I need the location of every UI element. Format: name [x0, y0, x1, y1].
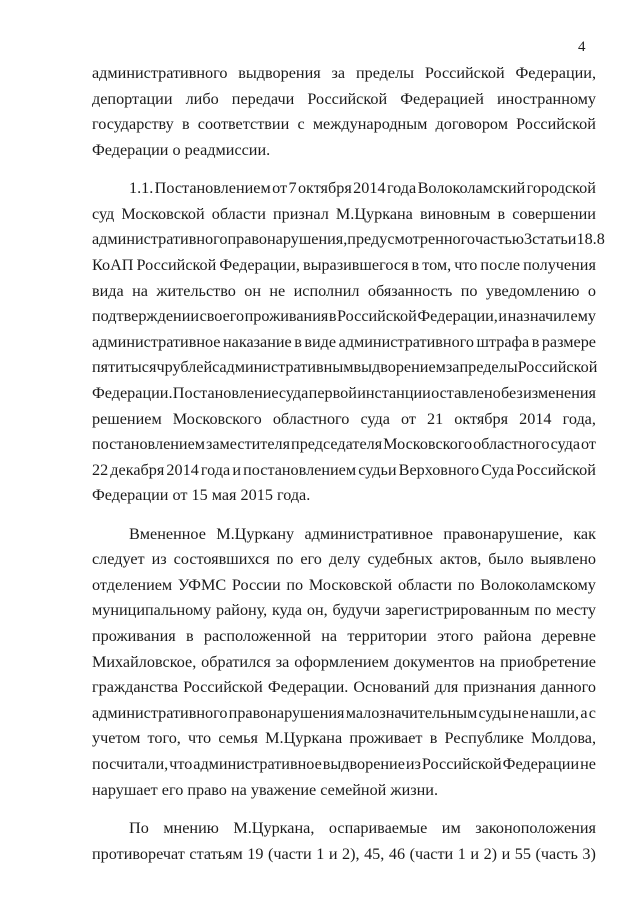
word: и [498, 307, 508, 326]
word: Федерацией [400, 89, 484, 108]
word: о [587, 281, 596, 300]
word: как [573, 524, 596, 543]
word: в [294, 332, 302, 351]
word: виновным [419, 204, 491, 223]
word: статьям [189, 844, 243, 863]
word: обязанность [367, 281, 453, 300]
page-number: 4 [578, 39, 586, 55]
word: с [212, 358, 220, 377]
word: и [232, 460, 241, 479]
word: ему [570, 307, 596, 326]
word: декабря [110, 460, 165, 479]
word: деревне [541, 627, 596, 646]
word: 45, [364, 844, 385, 863]
word: государству [92, 115, 174, 134]
word: в [185, 627, 194, 646]
word: признал [272, 204, 329, 223]
word: из [151, 550, 167, 569]
word: Российской [337, 307, 417, 326]
word: Российской [517, 358, 598, 377]
word: По [129, 819, 149, 838]
word: М.Цуркана, [233, 819, 315, 838]
word: 2014 [519, 409, 552, 428]
word: депортации [92, 89, 173, 108]
text-line [92, 330, 596, 356]
word: подтверждении [92, 307, 200, 326]
word: Молдова, [531, 729, 596, 748]
word: 3) [582, 844, 596, 863]
word: расположенной [203, 627, 311, 646]
word: 18.8 [576, 230, 605, 249]
text-line [92, 355, 596, 381]
word: жительство [156, 281, 236, 300]
text-line [92, 112, 596, 138]
word: по [276, 550, 294, 569]
word: для [434, 678, 459, 697]
word: 3 [524, 230, 533, 249]
word: области [211, 204, 266, 223]
word: 2014 [353, 179, 386, 198]
word: либо [185, 89, 219, 108]
word: 7 [288, 179, 297, 198]
word: Волоколамскому [480, 575, 596, 594]
word: назначил [507, 307, 570, 326]
word: Российской [136, 255, 217, 274]
word: Российской [516, 460, 596, 479]
word: международным [312, 115, 428, 134]
word: выявлено [530, 550, 596, 569]
word: и [501, 844, 511, 863]
text-line [92, 650, 596, 676]
word: иностранному [496, 89, 596, 108]
word: 19 [247, 844, 264, 863]
word: октября [454, 409, 509, 428]
text-line [92, 87, 596, 113]
word: Федерации, [219, 255, 300, 274]
word: признания [463, 678, 536, 697]
word: 2014 [166, 460, 199, 479]
paragraph-gap [92, 163, 596, 176]
word: исполнил [293, 281, 360, 300]
word: оформлением [294, 652, 390, 671]
word: своего [199, 307, 245, 326]
word: он [244, 281, 261, 300]
text-line [92, 407, 596, 433]
paragraph [92, 61, 596, 163]
word: суда [278, 383, 309, 402]
text-line [92, 752, 596, 778]
word: в [411, 255, 420, 274]
paragraph-gap [92, 803, 596, 816]
word: М.Цуркана [335, 204, 413, 223]
text-line [92, 624, 596, 650]
word: предусмотренного [347, 230, 475, 249]
word: председателя [291, 435, 383, 454]
word: состоявшихся [173, 550, 270, 569]
word: в [181, 115, 190, 134]
text-line: Федерации о реадмиссии. [92, 140, 271, 159]
word: Федерации. [267, 678, 349, 697]
word: приобретение [500, 652, 596, 671]
word: в [531, 332, 540, 351]
word: мнению [163, 819, 219, 838]
text-line [92, 253, 596, 279]
word: 2), [342, 844, 360, 863]
word: за [331, 64, 346, 82]
word: постановлением [243, 460, 357, 479]
word: району, [216, 601, 268, 620]
word: территории [347, 627, 427, 646]
document-body [92, 61, 605, 867]
word: года, [562, 409, 596, 428]
word: не [269, 281, 286, 300]
word: по [534, 601, 552, 620]
word: а [580, 703, 588, 722]
word: административное [193, 755, 322, 774]
word: передачи [231, 89, 295, 108]
word: областного [272, 409, 350, 428]
word: учетом [92, 729, 141, 748]
text-line [92, 701, 596, 727]
word: Волоколамский [417, 179, 526, 198]
word: суда [550, 435, 581, 454]
word: оспариваемые [328, 819, 428, 838]
word: (части [268, 844, 312, 863]
word: уведомлению [485, 281, 580, 300]
text-line [92, 675, 596, 701]
text-line [92, 279, 596, 305]
word: года [386, 179, 417, 198]
word: октября [297, 179, 352, 198]
text-line: нарушает его право на уважение семейной жизни. [92, 780, 439, 799]
word: административного [92, 230, 228, 249]
text-line [92, 61, 596, 87]
word: административное [304, 524, 433, 543]
word: оставлено [431, 383, 501, 402]
word: что [454, 255, 478, 274]
word: выразившегося [302, 255, 409, 274]
word: было [488, 550, 524, 569]
text-line [92, 202, 596, 228]
word: его [300, 550, 322, 569]
word: Московской [121, 204, 205, 223]
paragraph [92, 176, 605, 509]
word: 1.1. [129, 179, 154, 198]
word: соответствии [197, 115, 290, 134]
word: района [483, 627, 532, 646]
word: наказание [222, 332, 292, 351]
paragraph [92, 816, 596, 867]
word: судьи [358, 460, 397, 479]
word: от [581, 435, 596, 454]
word: 1 [316, 844, 325, 863]
word: делу [328, 550, 361, 569]
word: выдворение [322, 755, 405, 774]
word: законоположения [475, 819, 596, 838]
word: 21 [427, 409, 444, 428]
word: 55 [514, 844, 531, 863]
word: Федерации. [92, 383, 173, 402]
word: УФМС [177, 575, 227, 594]
word: пределы [355, 64, 415, 82]
word: М.Цуркана [265, 729, 343, 748]
word: не [512, 703, 529, 722]
word: Московского [383, 435, 473, 454]
word: 1 [457, 844, 466, 863]
word: семья [218, 729, 258, 748]
word: России [231, 575, 281, 594]
word: Суда [481, 460, 515, 479]
word: этого [437, 627, 474, 646]
word: договором [435, 115, 508, 134]
word: Федерации, [515, 64, 596, 82]
word: что [188, 729, 212, 748]
text-line [92, 176, 596, 202]
word: от [272, 179, 288, 198]
word: проживания [92, 627, 176, 646]
word: 2) [483, 844, 498, 863]
text-line [92, 547, 596, 573]
word: противоречат [92, 844, 185, 863]
word: решением [92, 409, 162, 428]
word: за [275, 652, 290, 671]
word: суды [478, 703, 512, 722]
word: куда [271, 601, 303, 620]
word: административного [92, 64, 228, 82]
word: им [441, 819, 461, 838]
word: того, [147, 729, 181, 748]
word: Московской [308, 575, 393, 594]
word: штрафа [476, 332, 530, 351]
word: Михайловское, [92, 652, 197, 671]
text-line [92, 432, 596, 458]
word: инстанции [357, 383, 431, 402]
word: Верховного [398, 460, 480, 479]
word: на [321, 627, 338, 646]
word: (часть [535, 844, 578, 863]
word: в [429, 729, 438, 748]
word: М.Цуркану [216, 524, 295, 543]
word: совершении [512, 204, 596, 223]
word: выдворением [353, 358, 446, 377]
word: данного [540, 678, 596, 697]
word: рублей [164, 358, 213, 377]
word: Российской [421, 755, 502, 774]
word: размере [541, 332, 596, 351]
word: года [200, 460, 231, 479]
text-line [92, 458, 596, 484]
word: 46 [388, 844, 406, 863]
word: с [297, 115, 305, 134]
word: получения [523, 255, 596, 274]
word: проживает [349, 729, 423, 748]
paragraph [92, 522, 596, 804]
word: по [457, 575, 475, 594]
word: в [328, 307, 337, 326]
text-line [92, 598, 596, 624]
word: по [460, 281, 478, 300]
word: Постановлением [154, 179, 271, 198]
word: том, [422, 255, 452, 274]
word: постановлением [92, 435, 206, 454]
word: что [169, 755, 193, 774]
word: месту [555, 601, 596, 620]
word: Оснований [353, 678, 430, 697]
text-line [92, 573, 596, 599]
word: судебных [367, 550, 433, 569]
word: за [445, 358, 460, 377]
word: правонарушения [228, 703, 345, 722]
word: административного [92, 703, 228, 722]
word: административное [92, 332, 221, 351]
word: будучи [332, 601, 381, 620]
text-line: Федерации от 15 мая 2015 года. [92, 486, 311, 505]
word: (части [409, 844, 454, 863]
word: вида [92, 281, 124, 300]
word: пяти [92, 358, 124, 377]
word: административного [338, 332, 475, 351]
word: на [132, 281, 148, 300]
word: частью [474, 230, 525, 249]
word: после [480, 255, 521, 274]
word: пределы [459, 358, 518, 377]
word: обратился [201, 652, 271, 671]
word: 22 [92, 460, 109, 479]
word: тысяч [123, 358, 165, 377]
word: КоАП [92, 255, 134, 274]
word: Российской [516, 115, 596, 134]
word: заместителя [205, 435, 291, 454]
word: виде [304, 332, 337, 351]
word: Федерации, [417, 307, 498, 326]
word: Постановление [172, 383, 279, 402]
word: с [588, 703, 596, 722]
word: правонарушение, [443, 524, 563, 543]
word: из [405, 755, 421, 774]
word: административным [219, 358, 354, 377]
text-line [92, 726, 596, 752]
word: на [479, 652, 496, 671]
word: и [470, 844, 480, 863]
word: статьи [532, 230, 577, 249]
word: областного [473, 435, 550, 454]
word: суда [360, 409, 390, 428]
word: документов [393, 652, 475, 671]
word: выдворения [238, 64, 321, 82]
word: нашли, [529, 703, 580, 722]
word: посчитали, [92, 755, 169, 774]
word: от [400, 409, 416, 428]
text-line [92, 842, 596, 868]
word: и [328, 844, 338, 863]
word: изменения [523, 383, 596, 402]
word: отделением [92, 575, 173, 594]
text-line [92, 304, 596, 330]
text-line [92, 522, 596, 548]
word: Российской [307, 89, 388, 108]
word: суд [92, 204, 115, 223]
word: без [501, 383, 523, 402]
word: Вмененное [129, 524, 206, 543]
word: муниципальному [92, 601, 212, 620]
word: Республике [444, 729, 524, 748]
word: первой [308, 383, 357, 402]
word: области [397, 575, 453, 594]
word: Российской [183, 678, 263, 697]
word: гражданства [92, 678, 179, 697]
word: малозначительным [345, 703, 478, 722]
word: по [286, 575, 304, 594]
word: он, [306, 601, 328, 620]
word: городской [526, 179, 596, 198]
word: проживания [244, 307, 329, 326]
word: следует [92, 550, 145, 569]
word: Московского [172, 409, 262, 428]
paragraph-gap [92, 509, 596, 522]
word: актов, [439, 550, 482, 569]
text-line [92, 227, 605, 253]
word: правонарушения, [227, 230, 348, 249]
word: зарегистрированным [385, 601, 530, 620]
word: Российской [424, 64, 505, 82]
text-line [92, 381, 596, 407]
word: Федерации [502, 755, 580, 774]
word: в [497, 204, 506, 223]
word: не [580, 755, 596, 774]
text-line [92, 816, 596, 842]
